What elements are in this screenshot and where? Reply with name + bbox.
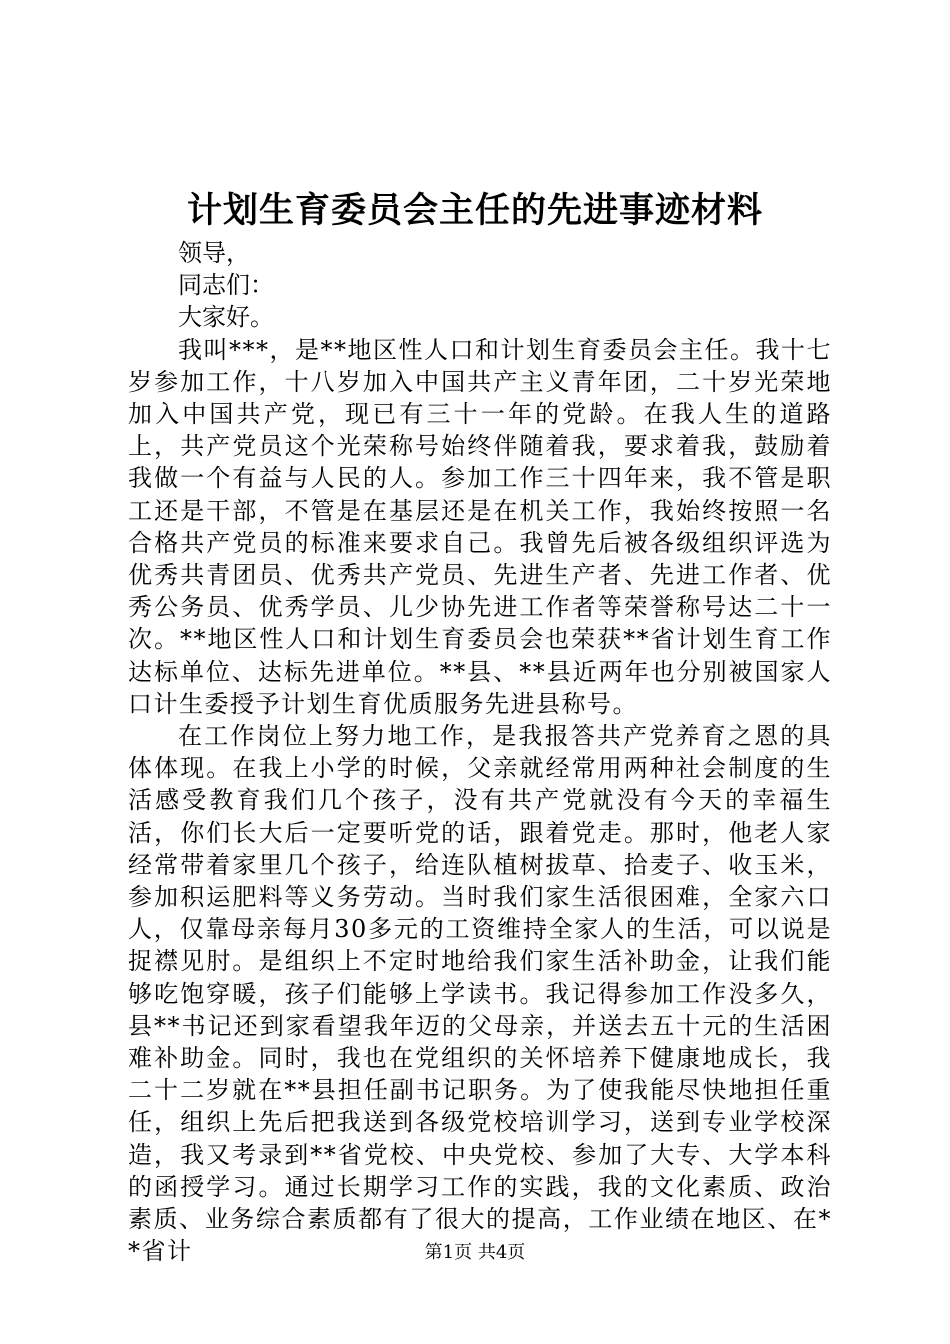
- page-number-footer: 第1页 共4页: [424, 1242, 526, 1263]
- document-title: 计划生育委员会主任的先进事迹材料: [186, 190, 763, 231]
- greeting-hello: 大家好。: [178, 303, 274, 332]
- greeting-comrades: 同志们：: [178, 271, 274, 300]
- greeting-leaders: 领导，: [178, 239, 250, 267]
- document-body: [128, 237, 832, 1268]
- paragraph-introduction: 我叫***，是**地区性人口和计划生育委员会主任。我十七岁参加工作，十八岁加入中国共产主义青年团，二十岁光荣地加入中国共产党，现已有三十一年的党龄。在我人生的道路上，共产党员这个光荣称号始终伴随着我，要求着我，鼓励着我做一个有益与人民的人。参加工作三十四年来，我不管是职工还是干部，不管是在基层还是在机关工作，我始终按照一名合格共产党员的标准来要求自己。我曾先后被各级组织评选为优秀共青团员、优秀共产党员、先进生产者、先进工作者、优秀公务员、优秀学员、儿少协先进工作者等荣誉称号达二十一次。**地区性人口和计划生育委员会也荣获**省计划生育工作达标单位、达标先进单位。**县、**县近两年也分别被国家人口计生委授予计划生育优质服务先进县称号。: [128, 335, 832, 718]
- paragraph-background: 在工作岗位上努力地工作，是我报答共产党养育之恩的具体体现。在我上小学的时候，父亲就经常用两种社会制度的生活感受教育我们几个孩子，没有共产党就没有今天的幸福生活，你们长大后一定要听党的话，跟着党走。那时，他老人家经常带着家里几个孩子，给连队植树拔草、拾麦子、收玉米，参加积运肥料等义务劳动。当时我们家生活很困难，全家六口人，仅靠母亲每月30多元的工资维持全家人的生活，可以说是捉襟见肘。是组织上不定时地给我们家生活补助金，让我们能够吃饱穿暖，孩子们能够上学读书。我记得参加工作没多久，县**书记还到家看望我年迈的父母亲，并送去五十元的生活困难补助金。同时，我也在党组织的关怀培养下健康地成长，我二十二岁就在**县担任副书记职务。为了使我能尽快地担任重任，组织上先后把我送到各级党校培训学习，送到专业学校深造，我又考录到**省党校、中央党校、参加了大专、大学本科的函授学习。通过长期学习工作的实践，我的文化素质、政治素质、业务综合素质都有了很大的提高，工作业绩在地区、在**省计: [128, 722, 832, 1266]
